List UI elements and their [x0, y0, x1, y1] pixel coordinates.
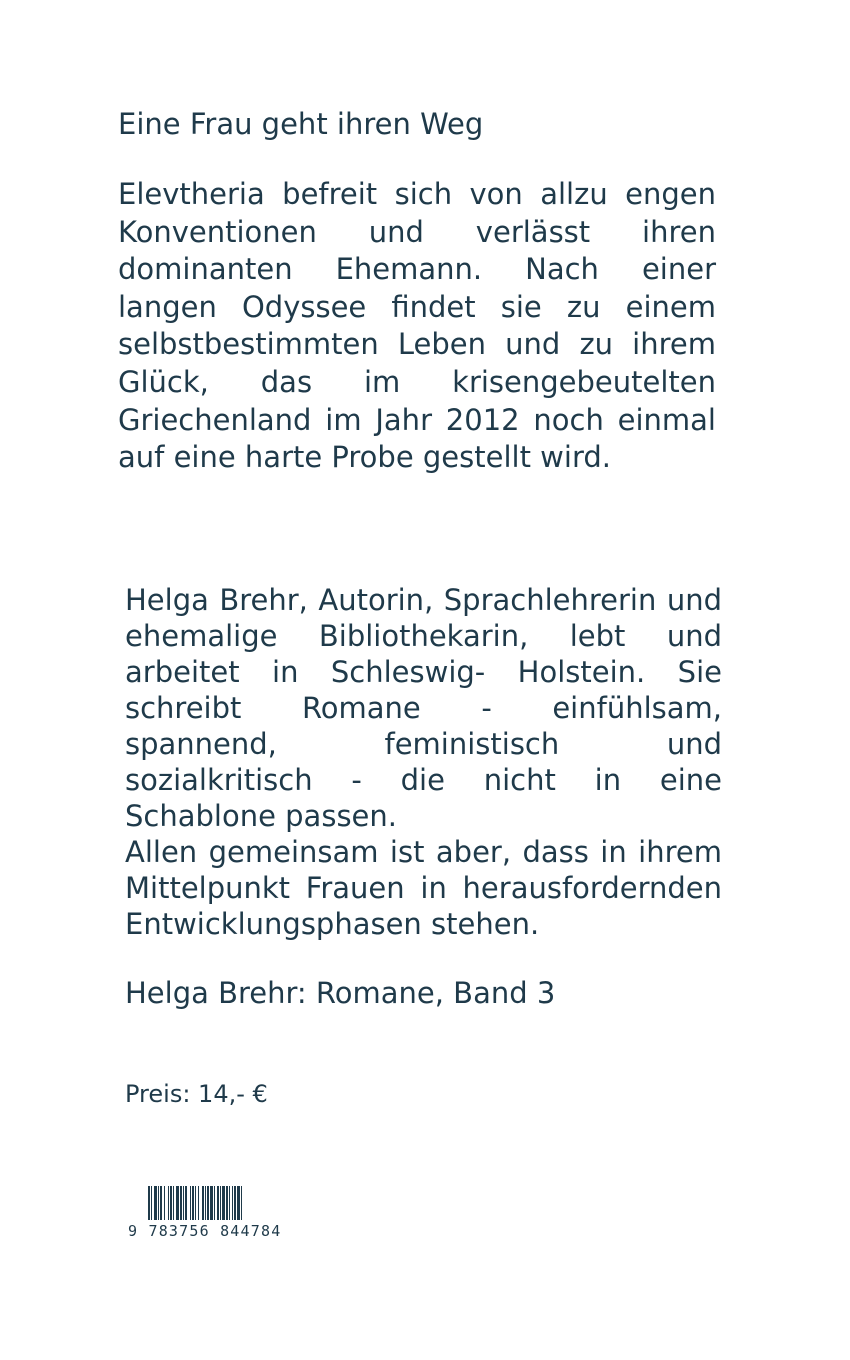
barcode-bar — [237, 1186, 240, 1220]
barcode-bar — [229, 1186, 230, 1220]
barcode-bar — [183, 1186, 184, 1220]
barcode-bar — [154, 1186, 157, 1220]
book-blurb: Elevtheria befreit sich von allzu engen Konventionen und verlässt ihren dominanten Ehemann. Nach einer langen Odyssee findet sie zu einem selbstbestimmten Leben und zu ihrem Glück, das im krisengebeutelten Griechenland im Jahr 2012 noch einmal auf eine harte Probe gestellt wird. — [118, 177, 716, 475]
barcode-bars — [126, 1186, 326, 1220]
barcode-bar — [176, 1186, 179, 1220]
barcode-bar — [158, 1186, 159, 1220]
author-bio — [125, 582, 722, 942]
barcode-bar — [190, 1186, 191, 1220]
barcode-bar — [192, 1186, 194, 1220]
barcode-bar — [195, 1186, 196, 1220]
isbn-number: 9 783756 844784 — [128, 1222, 282, 1240]
barcode-bar — [198, 1186, 199, 1220]
barcode-bar — [207, 1186, 209, 1220]
barcode-bar — [214, 1186, 215, 1220]
barcode-bar — [232, 1186, 233, 1220]
barcode-bar — [168, 1186, 169, 1220]
barcode-bar — [148, 1186, 150, 1220]
barcode-bar — [202, 1186, 204, 1220]
tagline: Eine Frau geht ihren Weg — [118, 107, 484, 141]
author-bio-paragraph: Helga Brehr, Autorin, Sprachlehrerin und ehemalige Bibliothekarin, lebt und arbeitet in Schleswig- Holstein. Sie schreibt Romane - einfühlsam, spannend, feministisch und sozialkritisch - die nicht in eine Schablone passen. — [125, 583, 722, 833]
isbn-barcode — [126, 1186, 326, 1246]
author-bio-paragraph: Allen gemeinsam ist aber, dass in ihrem Mittelpunkt Frauen in herausfordernden Entwicklungsphasen stehen. — [125, 835, 722, 941]
barcode-bar — [217, 1186, 219, 1220]
barcode-bar — [220, 1186, 221, 1220]
price: Preis: 14,- € — [125, 1080, 268, 1108]
barcode-bar — [170, 1186, 172, 1220]
series-info: Helga Brehr: Romane, Band 3 — [125, 976, 556, 1010]
barcode-bar — [226, 1186, 228, 1220]
barcode-bar — [241, 1186, 242, 1220]
barcode-bar — [160, 1186, 162, 1220]
barcode-bar — [222, 1186, 225, 1220]
barcode-bar — [180, 1186, 182, 1220]
barcode-bar — [205, 1186, 206, 1220]
barcode-bar — [234, 1186, 236, 1220]
barcode-bar — [164, 1186, 165, 1220]
barcode-bar — [151, 1186, 152, 1220]
barcode-bar — [173, 1186, 174, 1220]
barcode-bar — [210, 1186, 213, 1220]
barcode-bar — [185, 1186, 187, 1220]
